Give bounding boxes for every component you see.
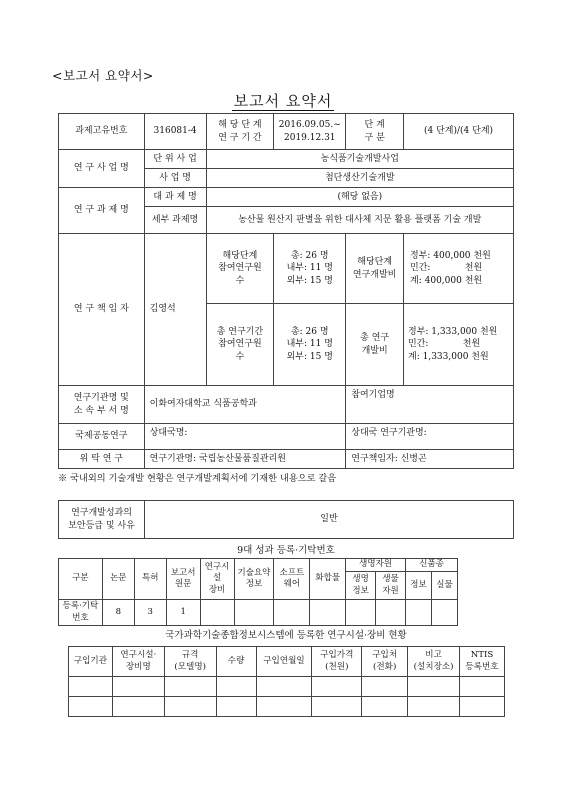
business-name-value: 첨단생산기술개발 [206,169,513,188]
outcome-report-value: 1 [166,600,200,626]
table-cell [312,697,362,717]
partner-label: 참여기업명 [346,386,514,424]
main-project-label: 대 과 제 명 [144,188,206,207]
outcome-sub-breed-info: 정보 [406,572,432,600]
security-table [58,500,514,539]
report-summary-label: <보고서 요약서> [52,68,154,83]
outcome-header-tech: 기술요약 정보 [234,559,274,600]
stage-value: (4 단계)/(4 단계) [404,114,514,150]
outcome-value [346,600,376,626]
project-label: 연 구 과 제 명 [59,188,145,234]
table-cell [112,677,164,697]
pi-name: 김영석 [144,234,206,386]
facility-header-org: 구입기관 [69,647,113,677]
outcome-value [310,600,346,626]
table-cell [256,697,312,717]
outcome-header-software: 소프트 웨어 [274,559,310,600]
facility-header-note: 비고 (설치장소) [408,647,460,677]
outcome-value [406,600,432,626]
table-cell [362,677,408,697]
unit-business-value: 농식품기술개발사업 [206,150,513,169]
stage-label: 단 계 구 분 [346,114,404,150]
table-cell [408,697,460,717]
outcome-sub-bio-info: 생명 정보 [346,572,376,600]
table-row [69,697,505,717]
table-cell [164,677,216,697]
org-label: 연구기관명 및 소 속 부 서 명 [59,386,145,424]
intl-country-label: 상대국명: [144,424,346,450]
table-cell [312,677,362,697]
security-value: 일반 [145,501,514,539]
business-label: 연 구 사 업 명 [59,150,145,188]
table-cell [408,677,460,697]
outcome-row-label: 등록·기탁 번호 [59,600,103,626]
outcome-header-compound: 화합물 [310,559,346,600]
table-cell [69,677,113,697]
project-code-value: 316081-4 [144,114,206,150]
note-text: ※ 국내외의 기술개발 현황은 연구개발계획서에 기재한 내용으로 갈음 [58,473,337,484]
business-name-label: 사 업 명 [144,169,206,188]
period-label: 해 당 단 계 연 구 기 간 [206,114,274,150]
table-cell [164,697,216,717]
outcome-value [376,600,406,626]
outcome-sub-bio-resource: 생물 자원 [376,572,406,600]
page-title: 보고서 요약서 [233,92,333,110]
entrust-pi: 연구책임자: 신병곤 [346,450,514,469]
sub-project-label: 세부 과제명 [144,207,206,234]
outcome-value [200,600,234,626]
table-cell [256,677,312,697]
table-cell [216,697,256,717]
security-label: 연구개발성과의 보안등급 및 사유 [59,501,145,539]
facility-header-date: 구입연월일 [256,647,312,677]
pi-label: 연 구 책 임 자 [59,234,145,386]
stage-researchers-value: 총: 26 명 내부: 11 명 외부: 15 명 [274,234,346,304]
facility-header-name: 연구시설· 장비명 [112,647,164,677]
facility-header-price: 구입가격 (천원) [312,647,362,677]
stage-researchers-label: 해당단계 참여연구원 수 [206,234,274,304]
outcome-value [234,600,274,626]
outcome-header-report: 보고서 원문 [166,559,200,600]
table-cell [216,677,256,697]
facility-header-qty: 수량 [216,647,256,677]
table-cell [362,697,408,717]
facility-header-vendor: 구입처 (전화) [362,647,408,677]
outcome-header-type: 구분 [59,559,103,600]
stage-cost-label: 해당단계 연구개발비 [346,234,404,304]
outcomes-table [58,558,458,626]
table-cell [112,697,164,717]
entrust-label: 위 탁 연 구 [59,450,145,469]
outcome-paper-value: 8 [102,600,134,626]
entrust-org: 연구기관명: 국립농산물품질관리원 [144,450,346,469]
facility-header-ntis: NTIS 등록번호 [460,647,505,677]
intl-org-label: 상대국 연구기관명: [346,424,514,450]
summary-table [58,113,514,469]
outcome-value [431,600,457,626]
main-project-value: (해당 없음) [206,188,513,207]
outcome-header-bio: 생명자원 [346,559,406,572]
outcome-header-patent: 특허 [134,559,166,600]
table-cell [460,697,505,717]
outcome-header-breed: 신품종 [406,559,458,572]
unit-business-label: 단 위 사 업 [144,150,206,169]
total-cost-value: 정부: 1,333,000 천원 민간: 천원 계: 1,333,000 천원 [404,304,514,386]
stage-cost-value: 정부: 400,000 천원 민간: 천원 계: 400,000 천원 [404,234,514,304]
outcome-sub-breed-real: 실물 [431,572,457,600]
facilities-table [68,646,505,717]
outcome-header-facility: 연구시설 장비 [200,559,234,600]
table-cell [460,677,505,697]
facilities-title: 국가과학기술종합정보시스템에 등록한 연구시설·장비 현황 [165,630,407,641]
facility-header-model: 규격 (모델명) [164,647,216,677]
outcomes-title: 9대 성과 등록·기탁번호 [237,545,335,556]
table-cell [69,697,113,717]
total-cost-label: 총 연구 개발비 [346,304,404,386]
outcome-value [274,600,310,626]
sub-project-value: 농산물 원산지 판별을 위한 대사체 지문 활용 플랫폼 기술 개발 [206,207,513,234]
table-row [69,677,505,697]
project-code-label: 과제고유번호 [59,114,145,150]
period-value: 2016.09.05.~ 2019.12.31 [274,114,346,150]
org-value: 이화여자대학교 식품공학과 [144,386,346,424]
total-researchers-value: 총: 26 명 내부: 11 명 외부: 15 명 [274,304,346,386]
intl-label: 국제공동연구 [59,424,145,450]
outcome-patent-value: 3 [134,600,166,626]
total-researchers-label: 총 연구기간 참여연구원 수 [206,304,274,386]
outcome-header-paper: 논문 [102,559,134,600]
